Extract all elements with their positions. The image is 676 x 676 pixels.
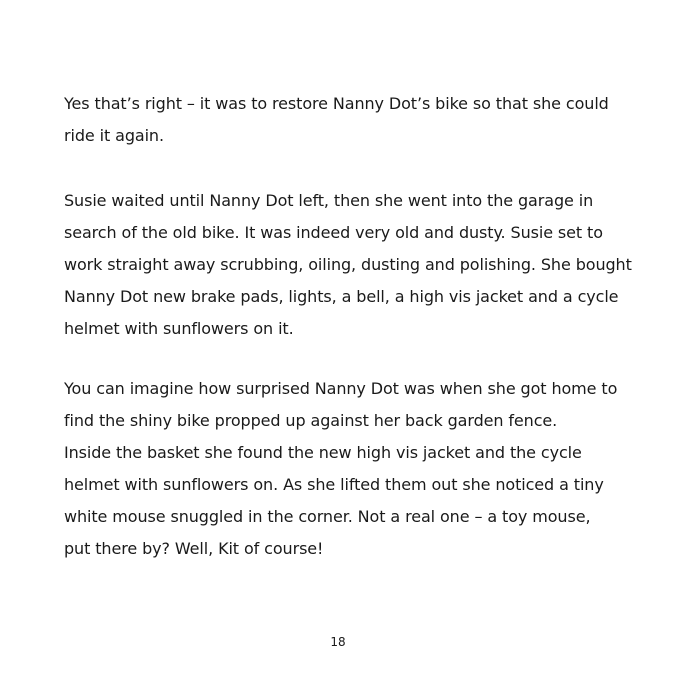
paragraph-line: helmet with sunflowers on. As she lifted them out she noticed a tiny [64,475,604,494]
paragraph-line: Susie waited until Nanny Dot left, then she went into the garage in [64,191,594,210]
page-number: 18 [330,635,346,649]
paragraph-line: white mouse snuggled in the corner. Not a real one – a toy mouse, [64,507,591,526]
paragraph-3 [64,373,624,565]
paragraph-line: Nanny Dot new brake pads, lights, a bell, a high vis jacket and a cycle [64,287,619,306]
paragraph-2 [64,185,632,345]
paragraph-1 [64,88,624,152]
paragraph-line: Yes that’s right – it was to restore Nanny Dot’s bike so that she could [64,94,609,113]
paragraph-line: work straight away scrubbing, oiling, dusting and polishing. She bought [64,255,632,274]
paragraph-line: search of the old bike. It was indeed very old and dusty. Susie set to [64,223,603,242]
paragraph-line: ride it again. [64,126,164,145]
paragraph-line: Inside the basket she found the new high vis jacket and the cycle [64,443,582,462]
paragraph-line: helmet with sunflowers on it. [64,319,294,338]
paragraph-line: You can imagine how surprised Nanny Dot was when she got home to [64,379,618,398]
paragraph-line: find the shiny bike propped up against her back garden fence. [64,411,558,430]
paragraph-line: put there by? Well, Kit of course! [64,539,324,558]
